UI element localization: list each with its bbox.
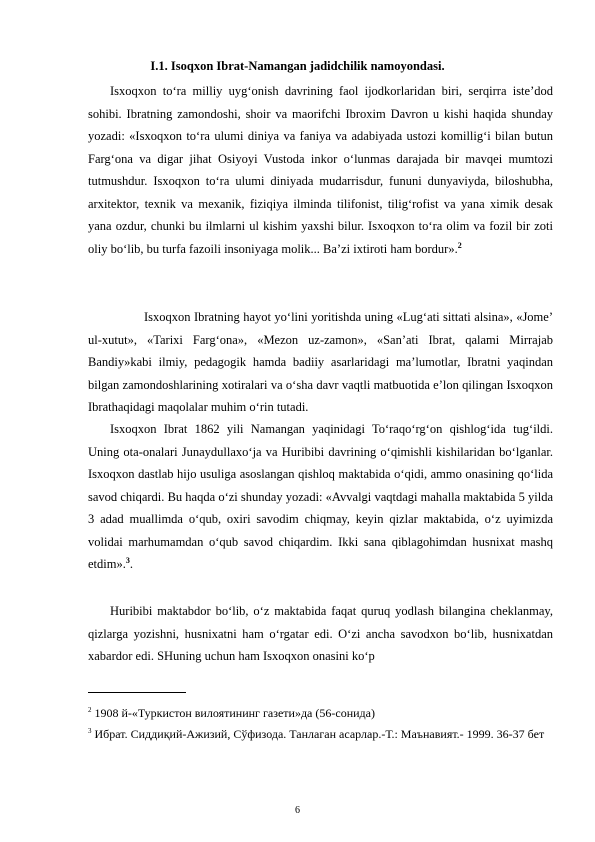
paragraph-1-text: Isxoqxon to‘ra milliy uyg‘onish davrining faol ijodkorlaridan biri, serqirra iste’dod sohibi. Ibratning zamondoshi, shoir va maorifchi Ibroxim Davron u kishi haqida shunday yozadi: «Isxoqxon to‘ra ulumi diniya va faniya va adabiyada ustozi komillig‘i bilan butun Farg‘ona va digar jihat Osiyoyi Vustoda inkor o‘lunmas darajada bir mavqei mumtozi tutmushdur. Isxoqxon to‘ra ulumi diniyada mudarrisdur, fununi dunyaviyda, biloshubha, arxitektor, texnik va mexanik, fiziqiya ilminda tilifonist, tilig‘rofist va yana ximik desak yana ozdur, chunki bu ilmlarni ul kishim yaxshi bilur. Isxoqxon to‘ra olim va fozil bir zoti oliy bo‘lib, bu turfa fazoili insoniyaga molik... Ba’zi ixtiroti ham bordur». <box>88 84 553 256</box>
footnote-3 <box>88 725 553 745</box>
paragraph-4: Huribibi maktabdor bo‘lib, o‘z maktabida faqat quruq yodlash bilangina cheklanmay, qizlarga yozishni, husnixatni ham o‘rgatar edi. O‘zi ancha savodxon bo‘lib, husnixatdan xabardor edi. SHuning uchun ham Isxoqxon onasini ko‘p <box>88 604 553 663</box>
paragraph-3: Isxoqxon Ibrat 1862 yili Namangan yaqinidagi To‘raqo‘rg‘on qishlog‘ida tug‘ildi. Uning ota-onalari Junaydullaxo‘ja va Huribibi davrining o‘qimishli kishilaridan bo‘lganlar. Isxoqxon dastlab hijo usuliga asoslangan qishloq maktabida o‘qidi, ammo onasining qo‘lida savod chiqardi. Bu haqda o‘zi shunday yozadi: «Avvalgi vaqtdagi mahalla maktabida 5 yilda 3 adad muallimda o‘qub, oxiri savodim chiqmay, keyin qizlar maktabida, o‘z uyimizda volidai marhumamdan o‘qub savod chiqardim. Ikki sana qiblagohimdan husnixat mashq etdim».$^3$. <box>88 422 553 571</box>
section-heading: I.1. Isoqxon Ibrat-Namangan jadidchilik namoyondasi. <box>150 59 445 73</box>
footnote-2 <box>88 704 553 724</box>
page-number: 6 <box>295 805 300 816</box>
footnote-mark-3: 3 <box>125 555 130 565</box>
paragraph-1 <box>88 80 553 260</box>
footnote-3-text: Ибрат. Сиддиқий-Ажизий, Сўфизода. Танлаган асарлар.-Т.: Маънавият.- 1999. 36-37 бет <box>94 727 545 741</box>
paragraph-3-text: Isxoqxon Ibrat 1862 yili Namangan yaqinidagi To‘raqo‘rg‘on qishlog‘ida tug‘ildi. Uning ota-onalari Junaydullaxo‘ja va Huribibi davrining o‘qimishli kishilaridan bo‘lganlar. Isxoqxon dastlab hijo usuliga asoslangan qishloq maktabida o‘qidi, ammo onasining qo‘lida savod chiqardi. Bu haqda o‘zi shunday yozadi: «Avvalgi vaqtdagi mahalla maktabida 5 yilda 3 adad muallimda o‘qub, oxiri savodim chiqmay, keyin qizlar maktabida, o‘z uyimizda volidai marhumamdan o‘qub savod chiqardim. Ikki sana qiblagohimdan husnixat mashq etdim». <box>88 422 553 571</box>
footnote-mark-2: 2 <box>457 240 462 250</box>
footnote-3-mark: 3 <box>88 727 92 735</box>
paragraph-2: Isxoqxon Ibratning hayot yo‘lini yoritishda uning «Lug‘ati sittati alsina», «Jome’ ul-xutut», «Tarixi Farg‘ona», «Mezon uz-zamon», «San’ati Ibrat, qalami Mirrajab Bandiy»kabi ilmiy, pedagogik hamda badiiy asarlaridagi ma’lumotlar, Ibratni yaqindan bilgan zamondoshlarining xotiralari va o‘sha davr vaqtli matbuotida e’lon qilingan Isxoqxon Ibrathaqidagi maqolalar muhim o‘rin tutadi. <box>88 310 553 414</box>
footnote-2-text: 1908 й-«Туркистон вилоятининг газети»да (56-сонида) <box>94 706 375 720</box>
footnote-separator <box>88 692 186 693</box>
footnote-2-mark: 2 <box>88 706 92 714</box>
